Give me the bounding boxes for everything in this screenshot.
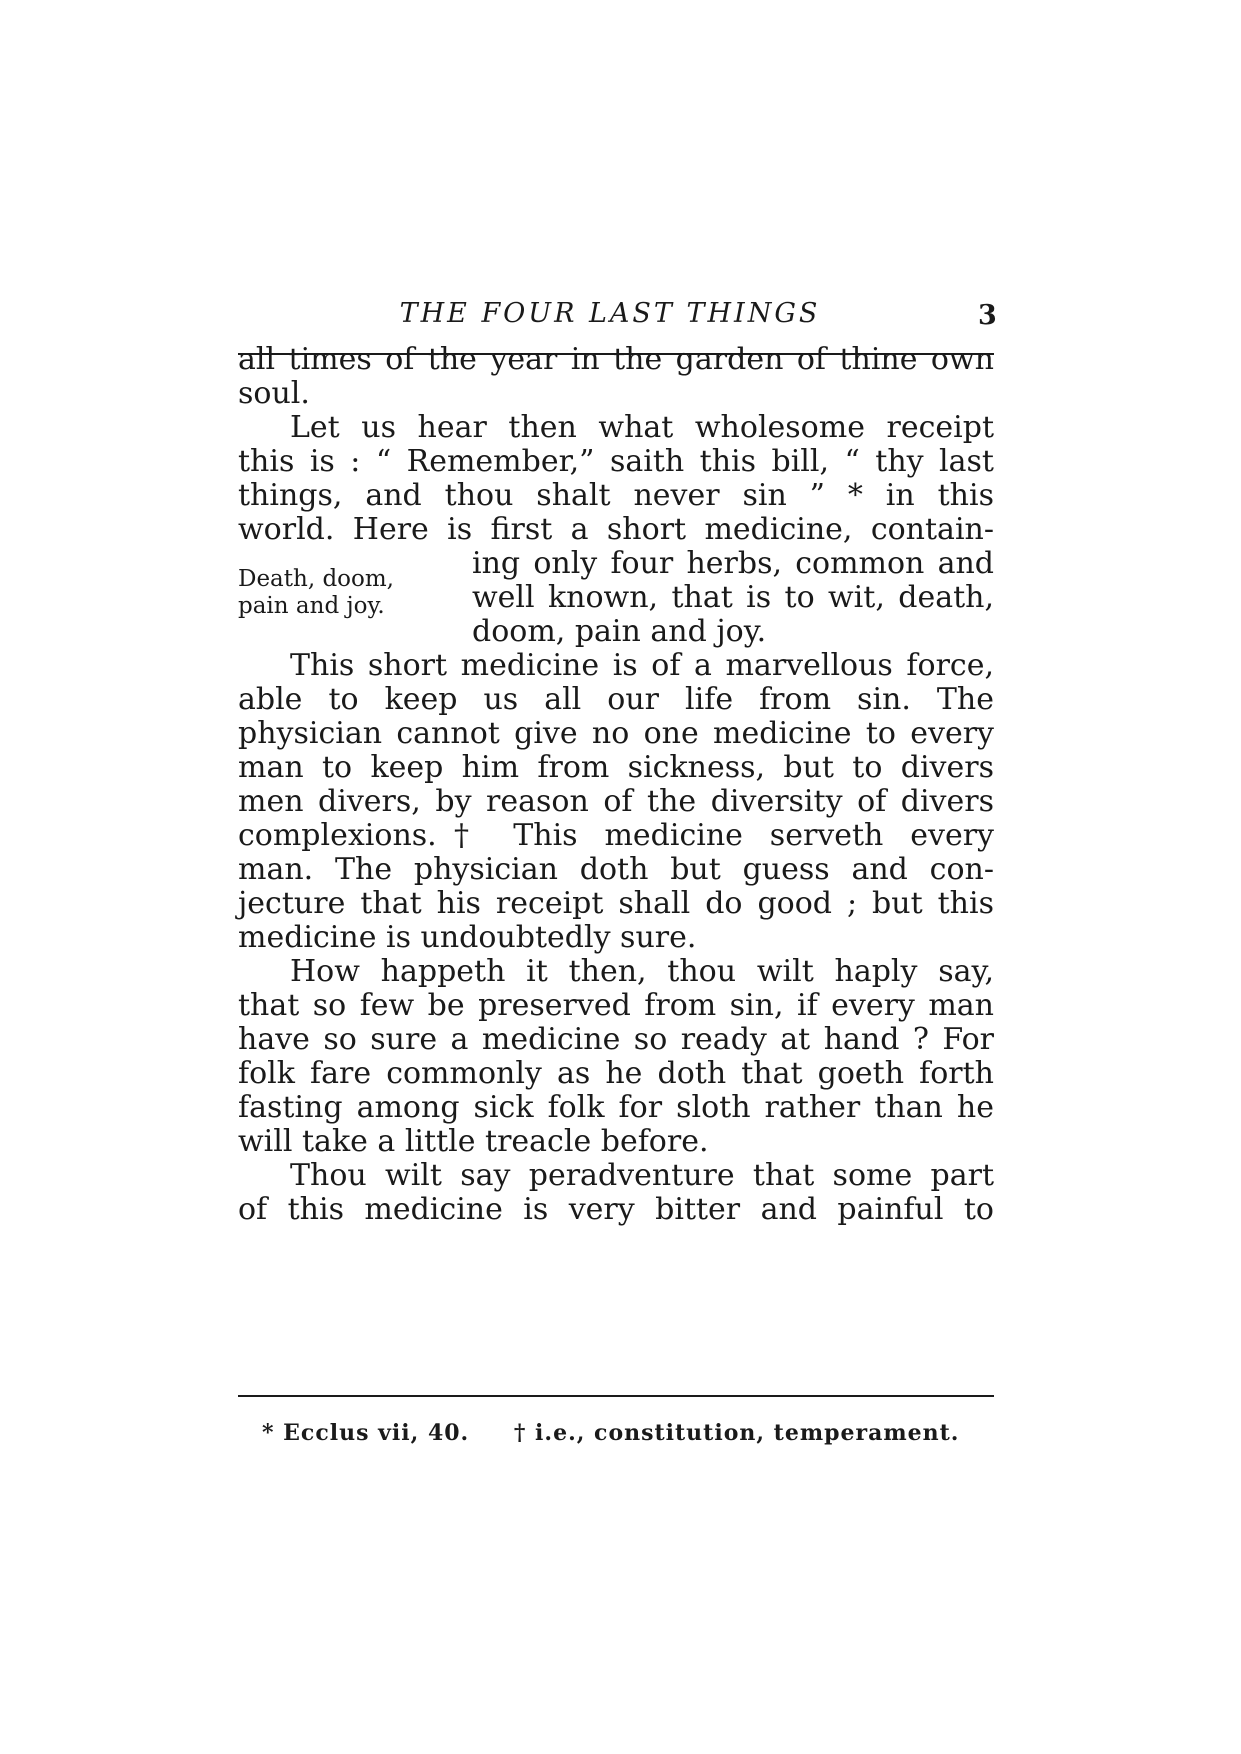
body-line: ing only four herbs, common and: [472, 546, 994, 581]
body-line: soul.: [238, 376, 310, 411]
body-line: jecture that his receipt shall do good ; but this: [238, 886, 994, 921]
body-line: will take a little treacle before.: [238, 1124, 709, 1159]
body-line: able to keep us all our life from sin. The: [238, 682, 994, 717]
body-line: all times of the year in the garden of thine own: [238, 342, 994, 377]
body-line: of this medicine is very bitter and painful to: [238, 1192, 994, 1227]
body-line: complexions.† This medicine serveth every: [238, 818, 994, 853]
body-line: well known, that is to wit, death,: [472, 580, 994, 615]
page-number: 3: [978, 300, 997, 331]
running-title: THE FOUR LAST THINGS: [399, 298, 821, 329]
footnotes: [262, 1420, 1002, 1446]
body-line: this is : “ Remember,” saith this bill, “ thy last: [238, 444, 994, 479]
body-line: have so sure a medicine so ready at hand ? For: [238, 1022, 994, 1057]
body-line: that so few be preserved from sin, if every man: [238, 988, 994, 1023]
side-note-line: Death, doom,: [238, 566, 394, 592]
body-line: men divers, by reason of the diversity of divers: [238, 784, 994, 819]
body-line: world. Here is first a short medicine, contain-: [238, 512, 994, 547]
body-line: folk fare commonly as he doth that goeth forth: [238, 1056, 994, 1091]
footnote-rule: [238, 1395, 994, 1397]
body-line: things, and thou shalt never sin ” * in this: [238, 478, 994, 513]
footnote-complexions: † i.e., constitution, temperament.: [513, 1420, 960, 1446]
body-line: How happeth it then, thou wilt haply say,: [290, 954, 994, 989]
body-line: Thou wilt say peradventure that some part: [290, 1158, 994, 1193]
body-line: medicine is undoubtedly sure.: [238, 920, 697, 955]
body-line: man to keep him from sickness, but to divers: [238, 750, 994, 785]
side-note-line: pain and joy.: [238, 593, 385, 619]
body-line: doom, pain and joy.: [472, 614, 767, 649]
body-line: fasting among sick folk for sloth rather than he: [238, 1090, 994, 1125]
body-line: This short medicine is of a marvellous force,: [290, 648, 994, 683]
body-line: physician cannot give no one medicine to every: [238, 716, 994, 751]
body-line: Let us hear then what wholesome receipt: [290, 410, 994, 445]
body-line: man. The physician doth but guess and con-: [238, 852, 994, 887]
footnote-ecclus: * Ecclus vii, 40.: [262, 1420, 470, 1446]
